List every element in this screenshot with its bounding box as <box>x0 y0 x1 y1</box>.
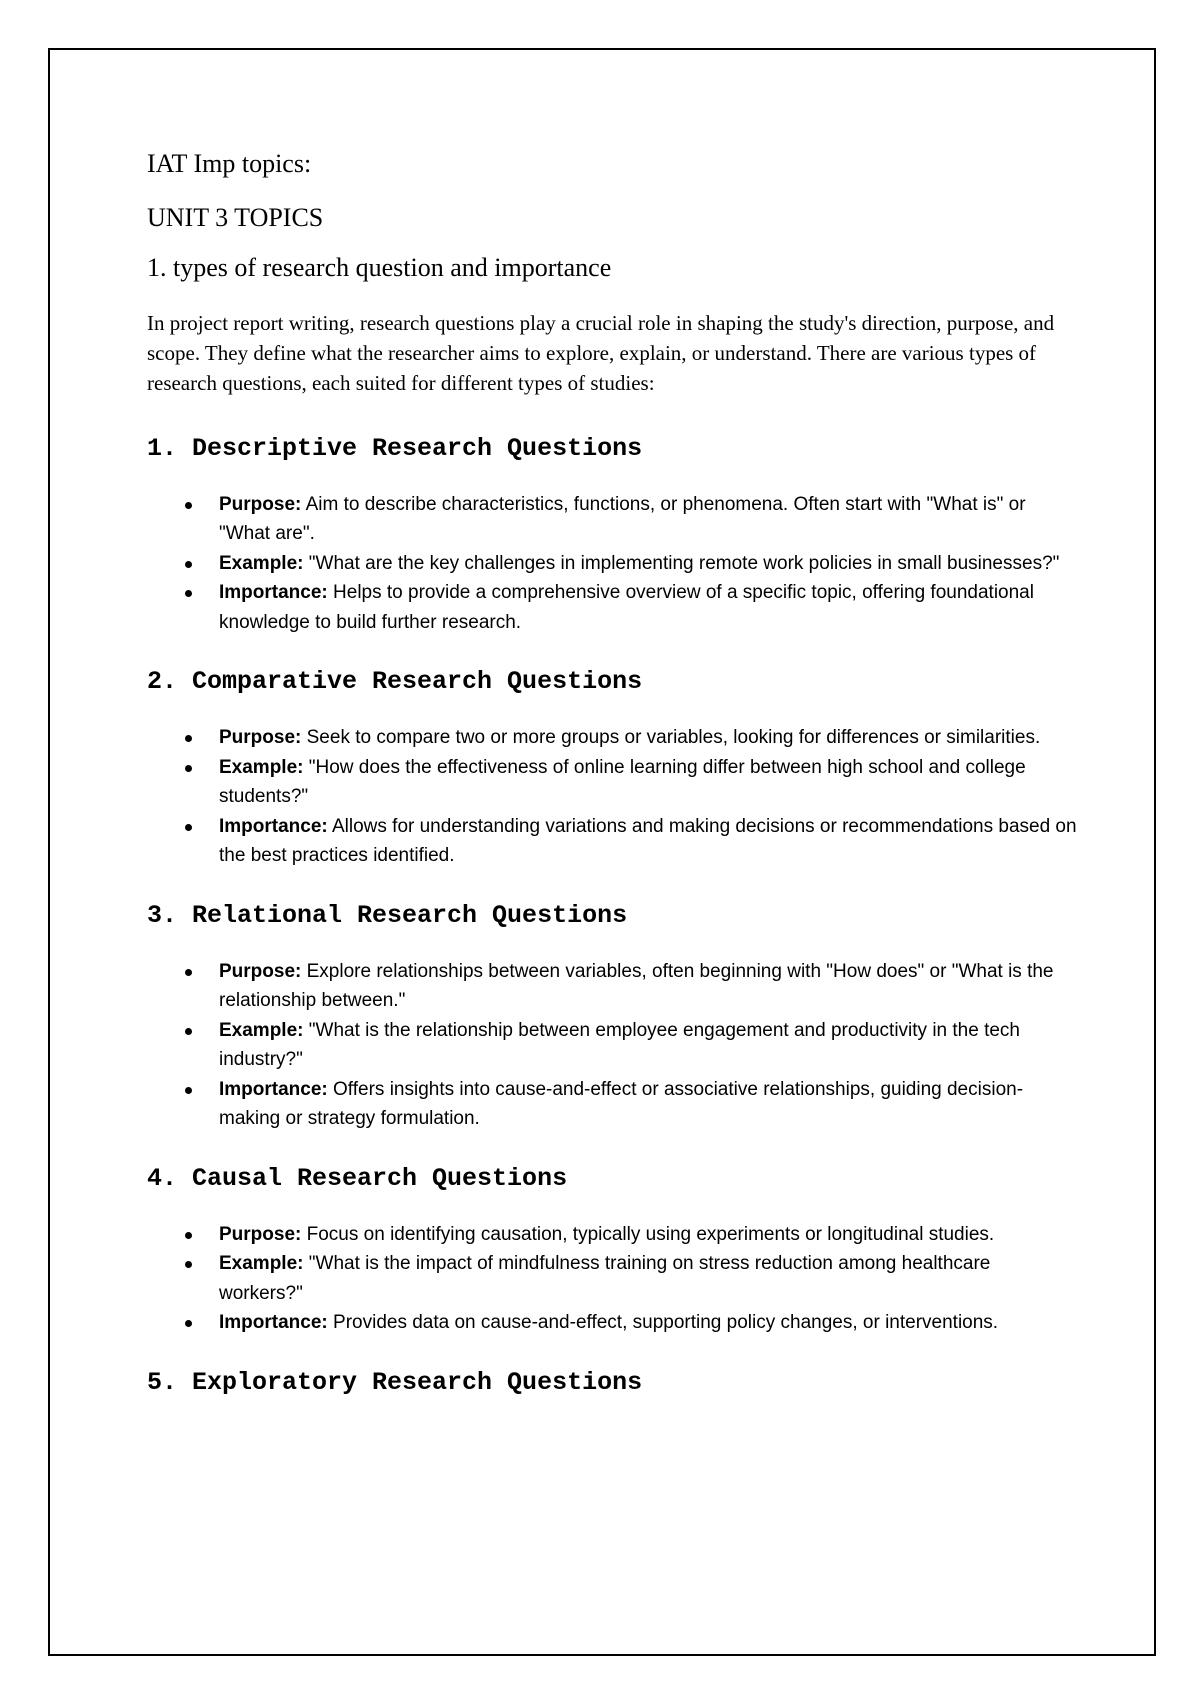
list-item <box>147 1016 1077 1075</box>
list-item <box>147 812 1077 871</box>
bullet-icon <box>185 735 192 742</box>
list-item <box>147 1308 1077 1338</box>
item-text: "How does the effectiveness of online learning differ between high school and college students?" <box>219 756 1026 808</box>
bullet-icon <box>185 1087 192 1094</box>
bullet-icon <box>185 590 192 597</box>
bullet-list <box>147 1220 1077 1338</box>
list-item <box>147 723 1077 753</box>
bullet-list <box>147 957 1077 1134</box>
unit-heading: UNIT 3 TOPICS <box>147 203 324 233</box>
item-label: Example: <box>219 552 304 574</box>
item-label: Importance: <box>219 815 328 837</box>
item-label: Example: <box>219 756 304 778</box>
bullet-list <box>147 723 1077 871</box>
sections-container <box>147 434 1077 1398</box>
item-text: Offers insights into cause-and-effect or associative relationships, guiding decision-making or strategy formulation. <box>219 1078 1024 1130</box>
item-label: Purpose: <box>219 1223 302 1245</box>
item-text: Provides data on cause-and-effect, supporting policy changes, or interventions. <box>327 1312 999 1334</box>
list-item <box>147 578 1077 637</box>
section <box>147 901 1077 1134</box>
item-text: Helps to provide a comprehensive overview of a specific topic, offering foundational knowledge to build further research. <box>219 582 1034 633</box>
bullet-icon <box>185 765 192 772</box>
item-text: "What is the relationship between employee engagement and productivity in the tech industry?" <box>219 1019 1020 1071</box>
item-label: Importance: <box>219 582 328 604</box>
list-item <box>147 1220 1077 1250</box>
bullet-icon <box>185 1028 192 1035</box>
item-text: Focus on identifying causation, typically using experiments or longitudinal studies. <box>301 1223 995 1245</box>
list-item <box>147 549 1077 579</box>
section-title: 1. Descriptive Research Questions <box>147 433 643 463</box>
list-item <box>147 490 1077 549</box>
section-title: 5. Exploratory Research Questions <box>147 1367 643 1397</box>
bullet-icon <box>185 502 192 509</box>
item-text: "What is the impact of mindfulness training on stress reduction among healthcare workers?" <box>219 1253 991 1304</box>
item-text: "What are the key challenges in implementing remote work policies in small businesses?" <box>303 552 1060 574</box>
item-text: Allows for understanding variations and making decisions or recommendations based on the best practices identified. <box>219 815 1077 867</box>
bullet-icon <box>185 561 192 568</box>
topic-heading: 1. types of research question and importance <box>147 253 612 283</box>
list-item <box>147 753 1077 812</box>
item-text: Aim to describe characteristics, functions, or phenomena. Often start with "What is" or "What are". <box>219 493 1026 545</box>
item-label: Example: <box>219 1019 304 1041</box>
item-label: Purpose: <box>219 727 302 749</box>
item-label: Purpose: <box>219 960 302 982</box>
item-label: Purpose: <box>219 493 302 515</box>
bullet-icon <box>185 1232 192 1239</box>
list-item <box>147 957 1077 1016</box>
bullet-icon <box>185 969 192 976</box>
item-label: Example: <box>219 1253 304 1275</box>
section <box>147 667 1077 871</box>
list-item <box>147 1249 1077 1308</box>
intro-paragraph: In project report writing, research questions play a crucial role in shaping the study's direction, purpose, and scope. They define what the researcher aims to explore, explain, or understand. There are various types of research questions, each suited for different types of studies: <box>147 310 1055 395</box>
iat-heading: IAT Imp topics: <box>147 149 312 178</box>
section-title: 3. Relational Research Questions <box>147 900 628 930</box>
item-label: Importance: <box>219 1312 328 1334</box>
document-content <box>147 140 1077 1398</box>
list-item <box>147 1075 1077 1134</box>
bullet-list <box>147 490 1077 638</box>
section-title: 2. Comparative Research Questions <box>147 667 643 697</box>
bullet-icon <box>185 824 192 831</box>
section <box>147 1164 1077 1338</box>
item-label: Importance: <box>219 1078 328 1100</box>
item-text: Explore relationships between variables, often beginning with "How does" or "What is the relationship between." <box>219 960 1054 1012</box>
bullet-icon <box>185 1320 192 1327</box>
bullet-icon <box>185 1261 192 1268</box>
section <box>147 1368 1077 1398</box>
section <box>147 434 1077 638</box>
item-text: Seek to compare two or more groups or variables, looking for differences or similarities. <box>301 727 1041 749</box>
section-title: 4. Causal Research Questions <box>147 1163 568 1193</box>
